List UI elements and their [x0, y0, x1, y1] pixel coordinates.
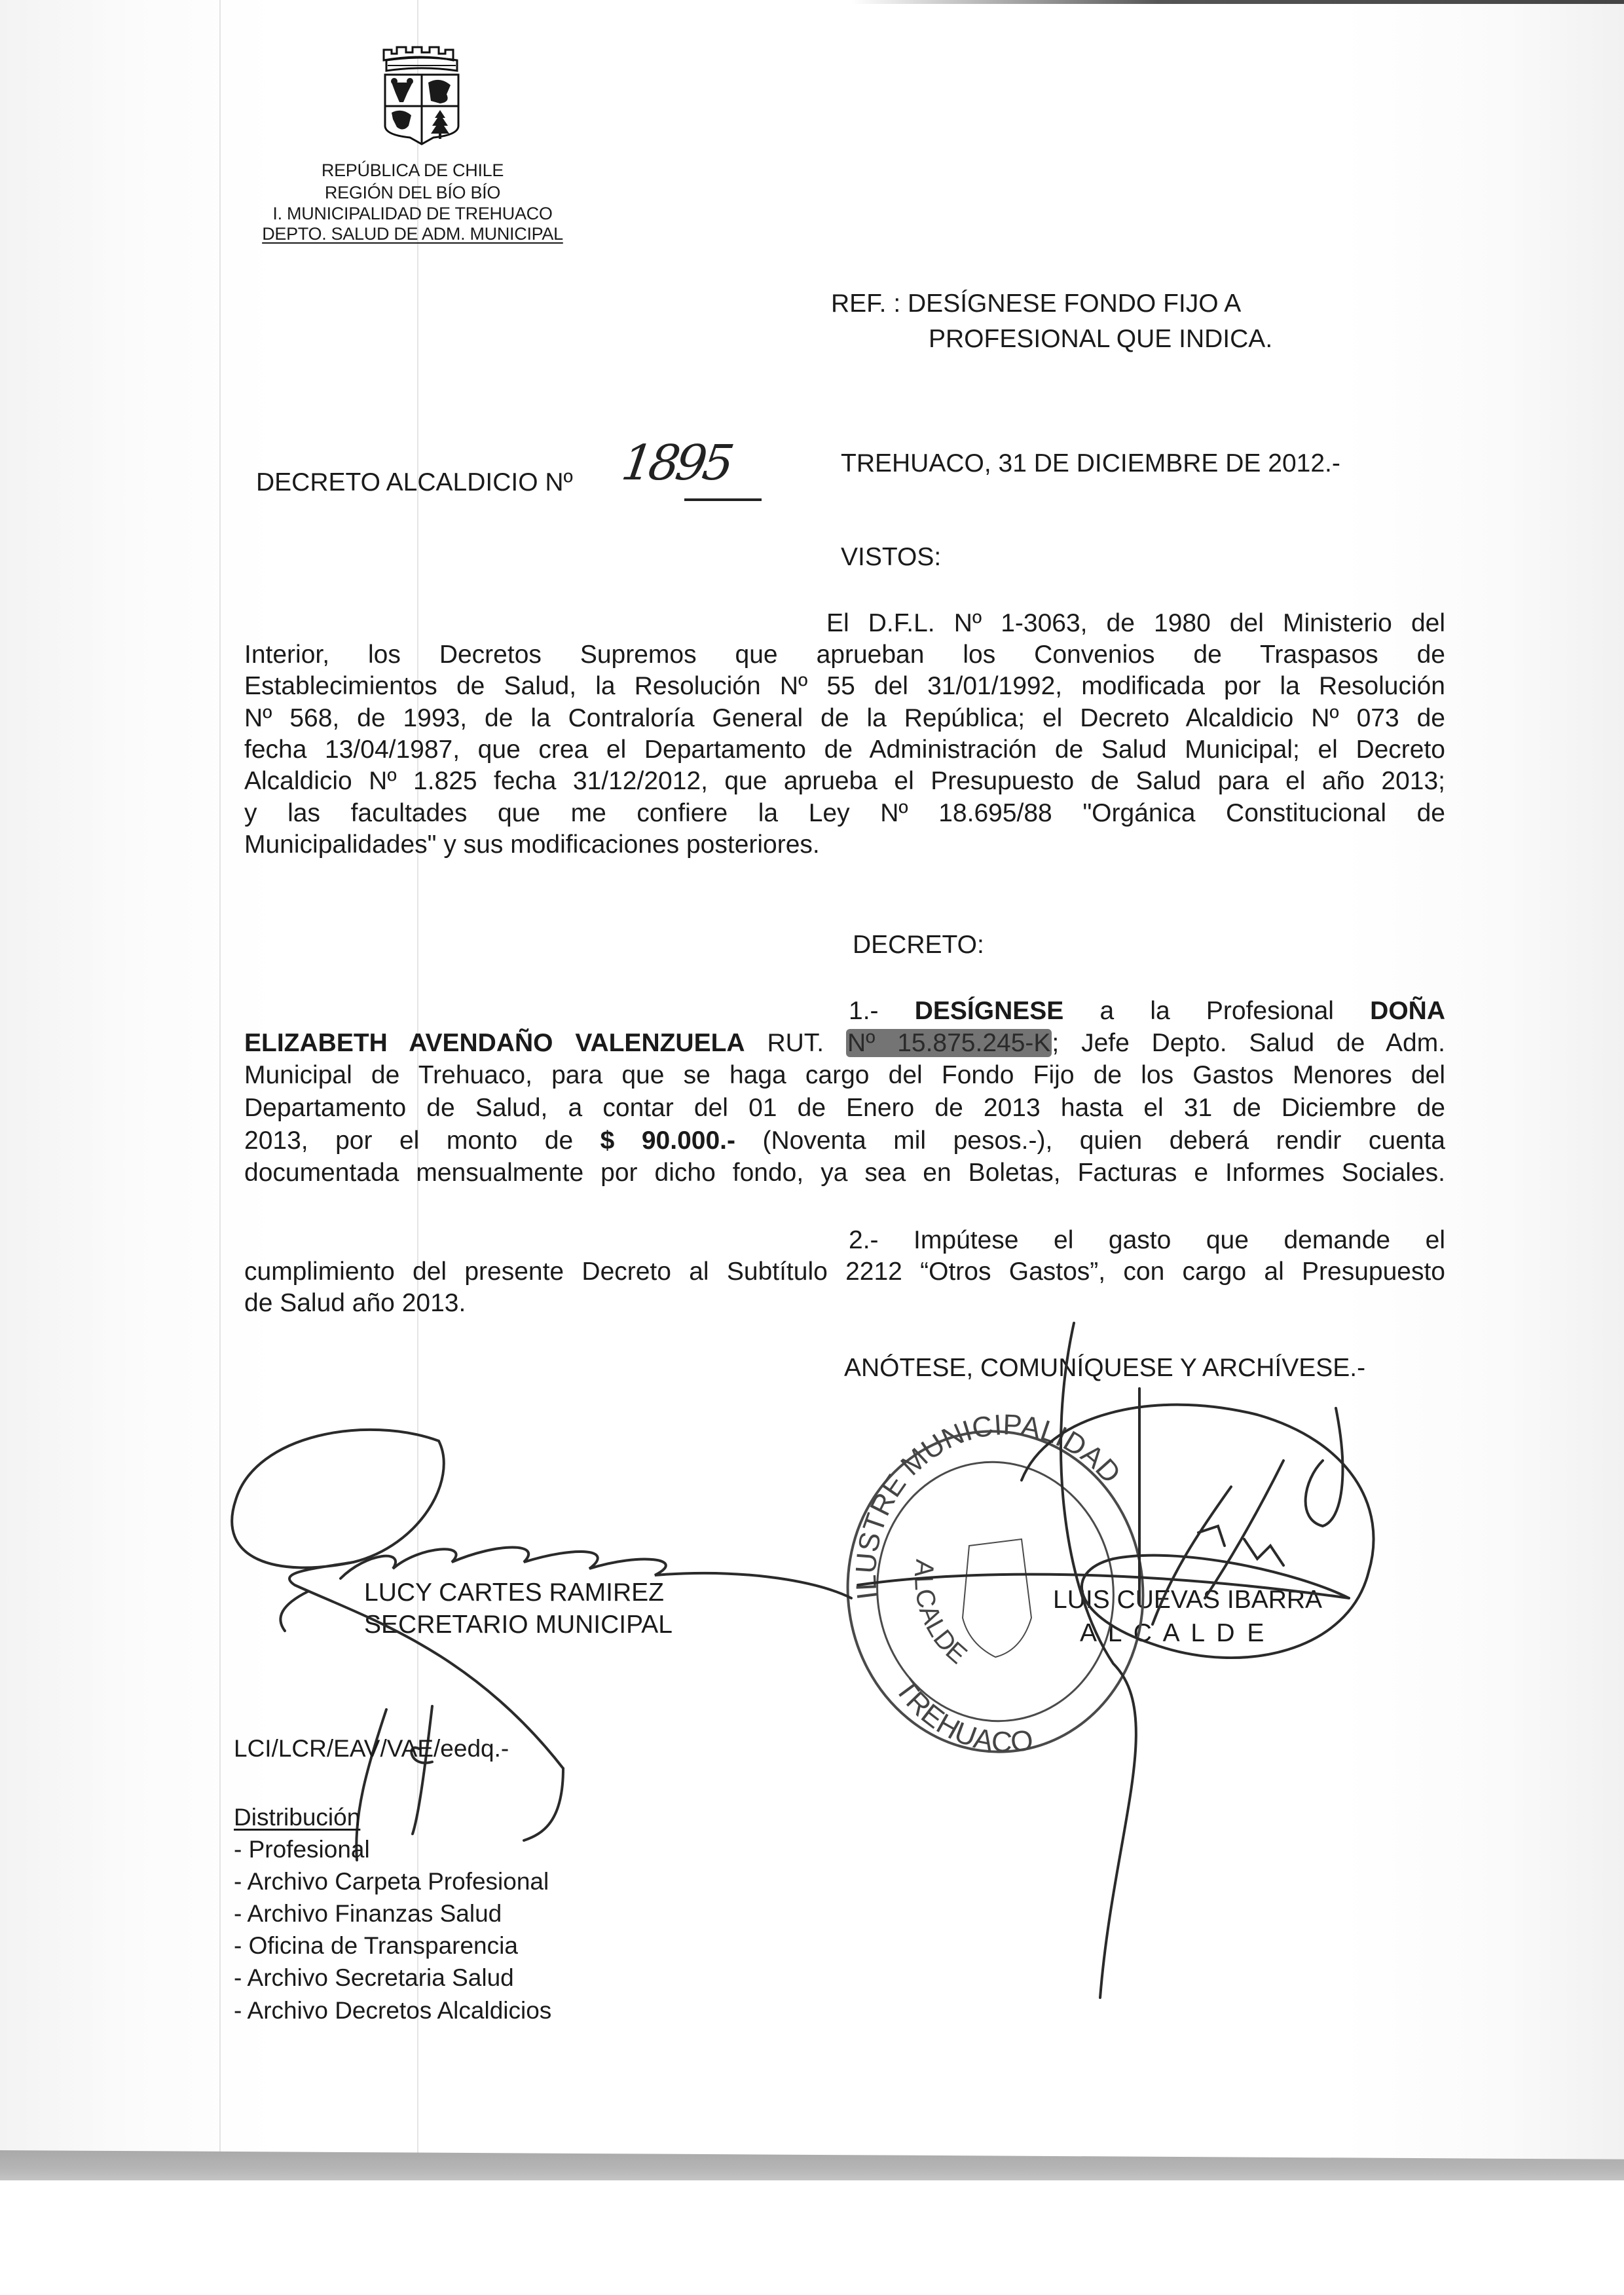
- reference-line-2: PROFESIONAL QUE INDICA.: [929, 325, 1273, 353]
- amount-suffix: (Noventa mil pesos.-), quien deberá rendir cuenta: [762, 1127, 1445, 1155]
- decree-item-1-line: Municipal de Trehuaco, para que se haga cargo del Fondo Fijo de los Gastos Menores del: [244, 1061, 1445, 1089]
- decree-item-1-line: documentada mensualmente por dicho fondo, ya sea en Boletas, Facturas e Informes Sociales.: [244, 1159, 1445, 1187]
- distribution-heading: Distribución: [234, 1804, 361, 1831]
- coat-of-arms-icon: [377, 42, 466, 147]
- decree-title-label: DECRETO ALCALDICIO Nº: [256, 468, 573, 496]
- vistos-heading: VISTOS:: [841, 543, 942, 571]
- scan-artifact-line: [219, 0, 221, 2155]
- decreto-heading: DECRETO:: [853, 931, 984, 959]
- item-text: a la Profesional: [1099, 997, 1334, 1025]
- position-text: ; Jefe Depto. Salud de Adm.: [1052, 1029, 1446, 1057]
- distribution-item: - Archivo Finanzas Salud: [234, 1900, 502, 1927]
- stamp-middle-text: ALCALDE: [908, 1558, 972, 1670]
- place-date: TREHUACO, 31 DE DICIEMBRE DE 2012.-: [841, 449, 1340, 477]
- decree-item-1-line: [244, 1128, 1445, 1153]
- vistos-line: y las facultades que me confiere la Ley Nº 18.695/88 "Orgánica Constitucional de: [244, 799, 1445, 827]
- reference-initials: LCI/LCR/EAV/VAE/eedq.-: [234, 1735, 509, 1762]
- letterhead-country: REPÚBLICA DE CHILE: [321, 160, 504, 180]
- distribution-item: - Profesional: [234, 1836, 370, 1863]
- secretary-title: SECRETARIO MUNICIPAL: [364, 1611, 673, 1639]
- vistos-line: Interior, los Decretos Supremos que aprueban los Convenios de Traspasos de: [244, 641, 1445, 669]
- item-number: 1.-: [849, 997, 879, 1025]
- vistos-line: Nº 568, de 1993, de la Contraloría General de la República; el Decreto Alcaldicio Nº 073 de: [244, 704, 1445, 732]
- distribution-item: - Oficina de Transparencia: [234, 1932, 518, 1959]
- stamp-bottom-text: TREHUACO: [889, 1673, 1035, 1759]
- letterhead-department: DEPTO. SALUD DE ADM. MUNICIPAL: [262, 224, 563, 244]
- distribution-item: - Archivo Carpeta Profesional: [234, 1868, 549, 1895]
- professional-name: ELIZABETH AVENDAÑO VALENZUELA: [244, 1029, 745, 1057]
- handwritten-decree-number: 1895: [618, 435, 734, 491]
- closing-formula: ANÓTESE, COMUNÍQUESE Y ARCHÍVESE.-: [844, 1354, 1366, 1382]
- decree-item-1-line: Departamento de Salud, a contar del 01 de Enero de 2013 hasta el 31 de Diciembre de: [244, 1094, 1445, 1122]
- honorific: DOÑA: [1370, 997, 1446, 1025]
- distribution-item: - Archivo Decretos Alcaldicios: [234, 1997, 552, 2024]
- reference-line-1: REF. : DESÍGNESE FONDO FIJO A: [831, 289, 1242, 318]
- letterhead-region: REGIÓN DEL BÍO BÍO: [324, 183, 501, 202]
- decree-item-2-line: 2.- Impútese el gasto que demande el: [849, 1226, 1445, 1254]
- fund-amount: $ 90.000.-: [600, 1127, 735, 1155]
- letterhead-municipality: I. MUNICIPALIDAD DE TREHUACO: [272, 204, 553, 223]
- vistos-line: Establecimientos de Salud, la Resolución Nº 55 del 31/01/1992, modificada por la Resolución: [244, 672, 1445, 700]
- amount-prefix: 2013, por el monto de: [244, 1127, 574, 1155]
- designation-verb: DESÍGNESE: [914, 997, 1064, 1025]
- stamp-outer-text: ILUSTRE MUNICIPALIDAD: [849, 1408, 1127, 1601]
- mayor-name: LUIS CUEVAS IBARRA: [1053, 1586, 1323, 1614]
- decree-item-1-line: [849, 998, 1445, 1024]
- mayor-title: A L C A L D E: [1080, 1619, 1267, 1647]
- redacted-rut: Nº 15.875.245-K: [847, 1029, 1051, 1057]
- decree-item-2-line: cumplimiento del presente Decreto al Subtítulo 2212 “Otros Gastos”, con cargo al Presupuesto: [244, 1258, 1445, 1286]
- decree-item-2-line: de Salud año 2013.: [244, 1289, 466, 1317]
- decree-number-underline: [684, 498, 762, 501]
- scan-top-edge: [851, 0, 1624, 4]
- rut-label: RUT.: [767, 1029, 824, 1057]
- secretary-name: LUCY CARTES RAMIREZ: [364, 1578, 664, 1607]
- vistos-line: El D.F.L. Nº 1-3063, de 1980 del Ministerio del: [826, 609, 1445, 637]
- decree-item-1-line: [244, 1030, 1445, 1056]
- vistos-line: fecha 13/04/1987, que crea el Departamento de Administración de Salud Municipal; el Decreto: [244, 736, 1445, 764]
- vistos-line: Municipalidades" y sus modificaciones posteriores.: [244, 830, 820, 859]
- distribution-item: - Archivo Secretaria Salud: [234, 1964, 514, 1991]
- vistos-line: Alcaldicio Nº 1.825 fecha 31/12/2012, que aprueba el Presupuesto de Salud para el año 2013;: [244, 767, 1445, 795]
